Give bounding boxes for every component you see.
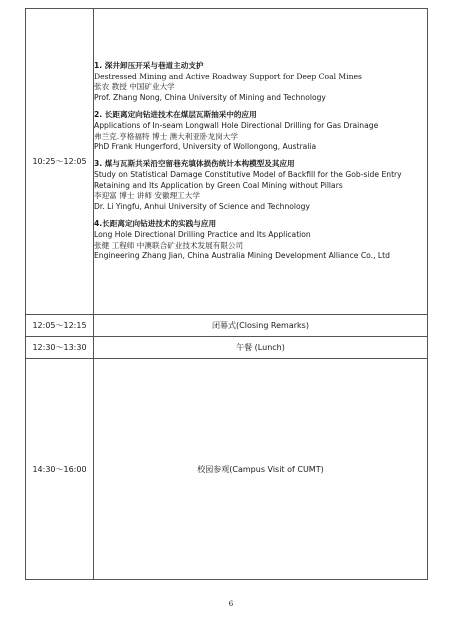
- lecture-title: 1. 深井卸压开采与巷道主动支护: [94, 60, 204, 70]
- schedule-table: [25, 8, 428, 580]
- speaker-en: Prof. Zhang Nong, China University of Mining and Technology: [94, 93, 326, 103]
- time-cell: 14:30～16:00: [26, 359, 94, 580]
- time-cell: 12:30～13:30: [26, 337, 94, 359]
- lecture-title: 2. 长距离定向钻进技术在煤层瓦斯抽采中的应用: [94, 109, 257, 119]
- page-number: 6: [228, 600, 234, 608]
- speaker-cn: 张农 教授 中国矿业大学: [94, 82, 175, 92]
- campus-visit: 校园参观(Campus Visit of CUMT): [94, 359, 428, 580]
- lecture-item-2: [94, 110, 427, 153]
- lunch: 午餐 (Lunch): [94, 337, 428, 359]
- speaker-en: Engineering Zhang Jian, China Australia Mining Development Alliance Co., Ltd: [94, 251, 390, 261]
- lecture-english-title: Applications of In-seam Longwall Hole Directional Drilling for Gas Drainage: [94, 120, 379, 130]
- lecture-list: [94, 9, 428, 315]
- time-cell: 10:25～12:05: [26, 9, 94, 315]
- closing-remarks: 闭幕式(Closing Remarks): [94, 315, 428, 337]
- speaker-cn: 李迎富 博士 讲师 安徽理工大学: [94, 191, 200, 201]
- lecture-title: 4.长距离定向钻进技术的实践与应用: [94, 219, 217, 229]
- schedule-row-lunch: [26, 337, 428, 359]
- lecture-english-title: Long Hole Directional Drilling Practice and Its Application: [94, 229, 311, 239]
- lecture-item-1: [94, 61, 427, 104]
- lecture-english-title: Study on Statistical Damage Constitutive Model of Backfill for the Gob-side Entry Retaining and Its Application by Green Coal Mining without Pillars: [94, 169, 402, 190]
- lecture-english-title: Destressed Mining and Active Roadway Support for Deep Coal Mines: [94, 71, 362, 81]
- speaker-cn: 张健 工程师 中澳联合矿业技术发展有限公司: [94, 240, 244, 250]
- schedule-row-closing: [26, 315, 428, 337]
- speaker-en: PhD Frank Hungerford, University of Wollongong, Australia: [94, 142, 317, 152]
- lecture-title: 3. 煤与瓦斯共采沿空留巷充填体损伤统计本构模型及其应用: [94, 159, 295, 169]
- schedule-row-campus-visit: [26, 359, 428, 580]
- lecture-item-4: [94, 219, 427, 262]
- schedule-row-lectures: [26, 9, 428, 315]
- speaker-cn: 弗兰克.亨格福特 博士 澳大利亚卧龙岗大学: [94, 131, 238, 141]
- time-cell: 12:05～12:15: [26, 315, 94, 337]
- lecture-item-3: [94, 159, 427, 213]
- speaker-en: Dr. Li Yingfu, Anhui University of Science and Technology: [94, 202, 310, 212]
